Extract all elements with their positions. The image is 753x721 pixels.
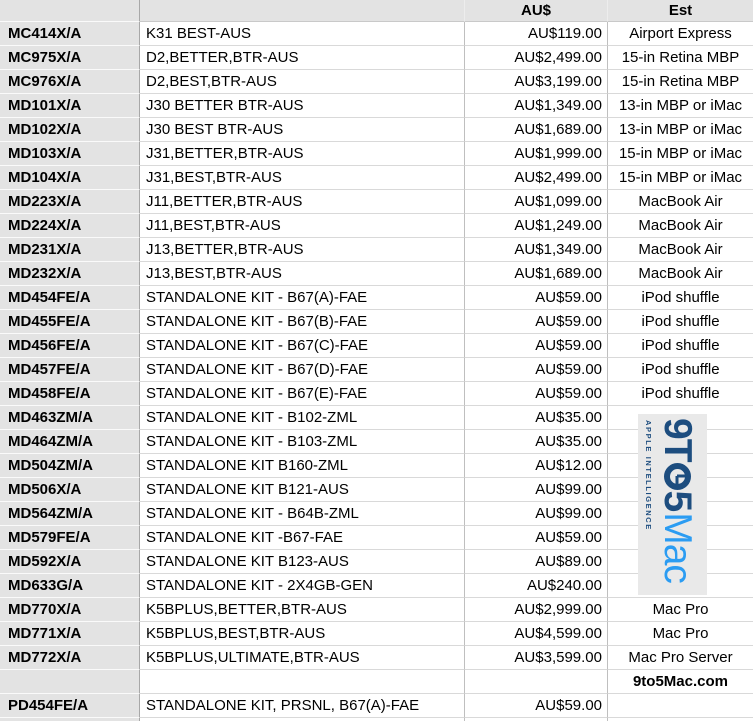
cell-price-row20[interactable]: AU$99.00 [465,478,608,502]
column-header-price-aud[interactable]: AU$ [465,0,608,22]
cell-est-row6[interactable]: 15-in MBP or iMac [608,142,753,166]
cell-description-row22[interactable]: STANDALONE KIT -B67-FAE [140,526,465,550]
cell-price-row9[interactable]: AU$1,249.00 [465,214,608,238]
cell-price-row3[interactable]: AU$3,199.00 [465,70,608,94]
cell-est-row15[interactable]: iPod shuffle [608,358,753,382]
cell-code-row12[interactable]: MD454FE/A [0,286,140,310]
cell-price-row6[interactable]: AU$1,999.00 [465,142,608,166]
cell-code-row18[interactable]: MD464ZM/A [0,430,140,454]
cell-description-row28[interactable] [140,670,465,694]
cell-code-row10[interactable]: MD231X/A [0,238,140,262]
cell-code-row19[interactable]: MD504ZM/A [0,454,140,478]
cell-price-row15[interactable]: AU$59.00 [465,358,608,382]
cell-code-row25[interactable]: MD770X/A [0,598,140,622]
watermark-tagline: APPLE INTELLIGENCE [644,420,654,531]
cell-code-row21[interactable]: MD564ZM/A [0,502,140,526]
cell-description-row21[interactable]: STANDALONE KIT - B64B-ZML [140,502,465,526]
cell-code-row7[interactable]: MD104X/A [0,166,140,190]
cell-code-row4[interactable]: MD101X/A [0,94,140,118]
cell-code-row1[interactable]: MC414X/A [0,22,140,46]
cell-description-row5[interactable]: J30 BEST BTR-AUS [140,118,465,142]
cell-description-row11[interactable]: J13,BEST,BTR-AUS [140,262,465,286]
cell-price-row13[interactable]: AU$59.00 [465,310,608,334]
cell-price-row2[interactable]: AU$2,499.00 [465,46,608,70]
cell-est-row7[interactable]: 15-in MBP or iMac [608,166,753,190]
cell-code-row11[interactable]: MD232X/A [0,262,140,286]
cell-price-row5[interactable]: AU$1,689.00 [465,118,608,142]
cell-description-row29[interactable]: STANDALONE KIT, PRSNL, B67(A)-FAE [140,694,465,718]
cell-description-row13[interactable]: STANDALONE KIT - B67(B)-FAE [140,310,465,334]
cell-est-row16[interactable]: iPod shuffle [608,382,753,406]
cell-est-row25[interactable]: Mac Pro [608,598,753,622]
cell-description-row24[interactable]: STANDALONE KIT - 2X4GB-GEN [140,574,465,598]
cell-price-row10[interactable]: AU$1,349.00 [465,238,608,262]
cell-code-row5[interactable]: MD102X/A [0,118,140,142]
cell-code-row6[interactable]: MD103X/A [0,142,140,166]
watermark-mac-text: Mac [656,512,700,583]
cell-code-row8[interactable]: MD223X/A [0,190,140,214]
cell-est-row10[interactable]: MacBook Air [608,238,753,262]
cell-description-row3[interactable]: D2,BEST,BTR-AUS [140,70,465,94]
watermark-5-text: 5 [656,490,700,512]
cell-description-row16[interactable]: STANDALONE KIT - B67(E)-FAE [140,382,465,406]
cell-est-row26[interactable]: Mac Pro [608,622,753,646]
cell-price-row17[interactable]: AU$35.00 [465,406,608,430]
cell-description-row10[interactable]: J13,BETTER,BTR-AUS [140,238,465,262]
cell-description-row12[interactable]: STANDALONE KIT - B67(A)-FAE [140,286,465,310]
cell-code-row17[interactable]: MD463ZM/A [0,406,140,430]
cell-price-row8[interactable]: AU$1,099.00 [465,190,608,214]
cell-description-row15[interactable]: STANDALONE KIT - B67(D)-FAE [140,358,465,382]
column-header-code[interactable] [0,0,140,22]
cell-code-row3[interactable]: MC976X/A [0,70,140,94]
cell-price-row21[interactable]: AU$99.00 [465,502,608,526]
cell-est-row9[interactable]: MacBook Air [608,214,753,238]
cell-description-row14[interactable]: STANDALONE KIT - B67(C)-FAE [140,334,465,358]
cell-code-row29[interactable]: PD454FE/A [0,694,140,718]
cell-description-row4[interactable]: J30 BETTER BTR-AUS [140,94,465,118]
cell-price-row22[interactable]: AU$59.00 [465,526,608,550]
cell-description-row27[interactable]: K5BPLUS,ULTIMATE,BTR-AUS [140,646,465,670]
cell-code-row23[interactable]: MD592X/A [0,550,140,574]
watermark-9t-text: 9T [656,418,700,462]
cell-est-row5[interactable]: 13-in MBP or iMac [608,118,753,142]
cell-description-row2[interactable]: D2,BETTER,BTR-AUS [140,46,465,70]
cell-description-row23[interactable]: STANDALONE KIT B123-AUS [140,550,465,574]
cell-est-row3[interactable]: 15-in Retina MBP [608,70,753,94]
9to5mac-watermark-rotated [638,414,707,595]
cell-price-row27[interactable]: AU$3,599.00 [465,646,608,670]
cell-code-row28[interactable] [0,670,140,694]
cell-est-row12[interactable]: iPod shuffle [608,286,753,310]
cell-price-row23[interactable]: AU$89.00 [465,550,608,574]
cell-code-row9[interactable]: MD224X/A [0,214,140,238]
cell-code-row2[interactable]: MC975X/A [0,46,140,70]
cell-code-row14[interactable]: MD456FE/A [0,334,140,358]
cell-code-row22[interactable]: MD579FE/A [0,526,140,550]
cell-price-row26[interactable]: AU$4,599.00 [465,622,608,646]
cell-est-row8[interactable]: MacBook Air [608,190,753,214]
cell-code-row16[interactable]: MD458FE/A [0,382,140,406]
cell-price-row11[interactable]: AU$1,689.00 [465,262,608,286]
cell-description-row7[interactable]: J31,BEST,BTR-AUS [140,166,465,190]
cell-price-row28[interactable] [465,670,608,694]
cell-description-row9[interactable]: J11,BEST,BTR-AUS [140,214,465,238]
cell-description-row18[interactable]: STANDALONE KIT - B103-ZML [140,430,465,454]
cell-est-row11[interactable]: MacBook Air [608,262,753,286]
cell-code-row24[interactable]: MD633G/A [0,574,140,598]
cell-code-row15[interactable]: MD457FE/A [0,358,140,382]
cell-description-row20[interactable]: STANDALONE KIT B121-AUS [140,478,465,502]
cell-description-row1[interactable]: K31 BEST-AUS [140,22,465,46]
cell-price-row14[interactable]: AU$59.00 [465,334,608,358]
cell-price-row12[interactable]: AU$59.00 [465,286,608,310]
cell-est-row14[interactable]: iPod shuffle [608,334,753,358]
cell-est-row1[interactable]: Airport Express [608,22,753,46]
cell-est-row4[interactable]: 13-in MBP or iMac [608,94,753,118]
cell-est-row2[interactable]: 15-in Retina MBP [608,46,753,70]
cell-est-row27[interactable]: Mac Pro Server [608,646,753,670]
cell-description-row26[interactable]: K5BPLUS,BEST,BTR-AUS [140,622,465,646]
cell-est-row29[interactable] [608,694,753,718]
cell-price-row7[interactable]: AU$2,499.00 [465,166,608,190]
column-header-description[interactable] [140,0,465,22]
cell-price-row24[interactable]: AU$240.00 [465,574,608,598]
cell-price-row25[interactable]: AU$2,999.00 [465,598,608,622]
cell-code-row20[interactable]: MD506X/A [0,478,140,502]
cell-price-row16[interactable]: AU$59.00 [465,382,608,406]
9to5mac-logo-text [655,418,701,583]
cell-description-row8[interactable]: J11,BETTER,BTR-AUS [140,190,465,214]
cell-description-row25[interactable]: K5BPLUS,BETTER,BTR-AUS [140,598,465,622]
cell-description-row6[interactable]: J31,BETTER,BTR-AUS [140,142,465,166]
cell-code-row27[interactable]: MD772X/A [0,646,140,670]
cell-price-row19[interactable]: AU$12.00 [465,454,608,478]
cell-est-row28[interactable]: 9to5Mac.com [608,670,753,694]
9to5mac-watermark [638,414,707,595]
cell-code-row13[interactable]: MD455FE/A [0,310,140,334]
clock-o-icon [664,463,691,490]
cell-price-row18[interactable]: AU$35.00 [465,430,608,454]
cell-est-row13[interactable]: iPod shuffle [608,310,753,334]
cell-price-row4[interactable]: AU$1,349.00 [465,94,608,118]
cell-code-row26[interactable]: MD771X/A [0,622,140,646]
cell-description-row17[interactable]: STANDALONE KIT - B102-ZML [140,406,465,430]
column-header-est[interactable]: Est [608,0,753,22]
cell-description-row19[interactable]: STANDALONE KIT B160-ZML [140,454,465,478]
cell-price-row1[interactable]: AU$119.00 [465,22,608,46]
cell-price-row29[interactable]: AU$59.00 [465,694,608,718]
